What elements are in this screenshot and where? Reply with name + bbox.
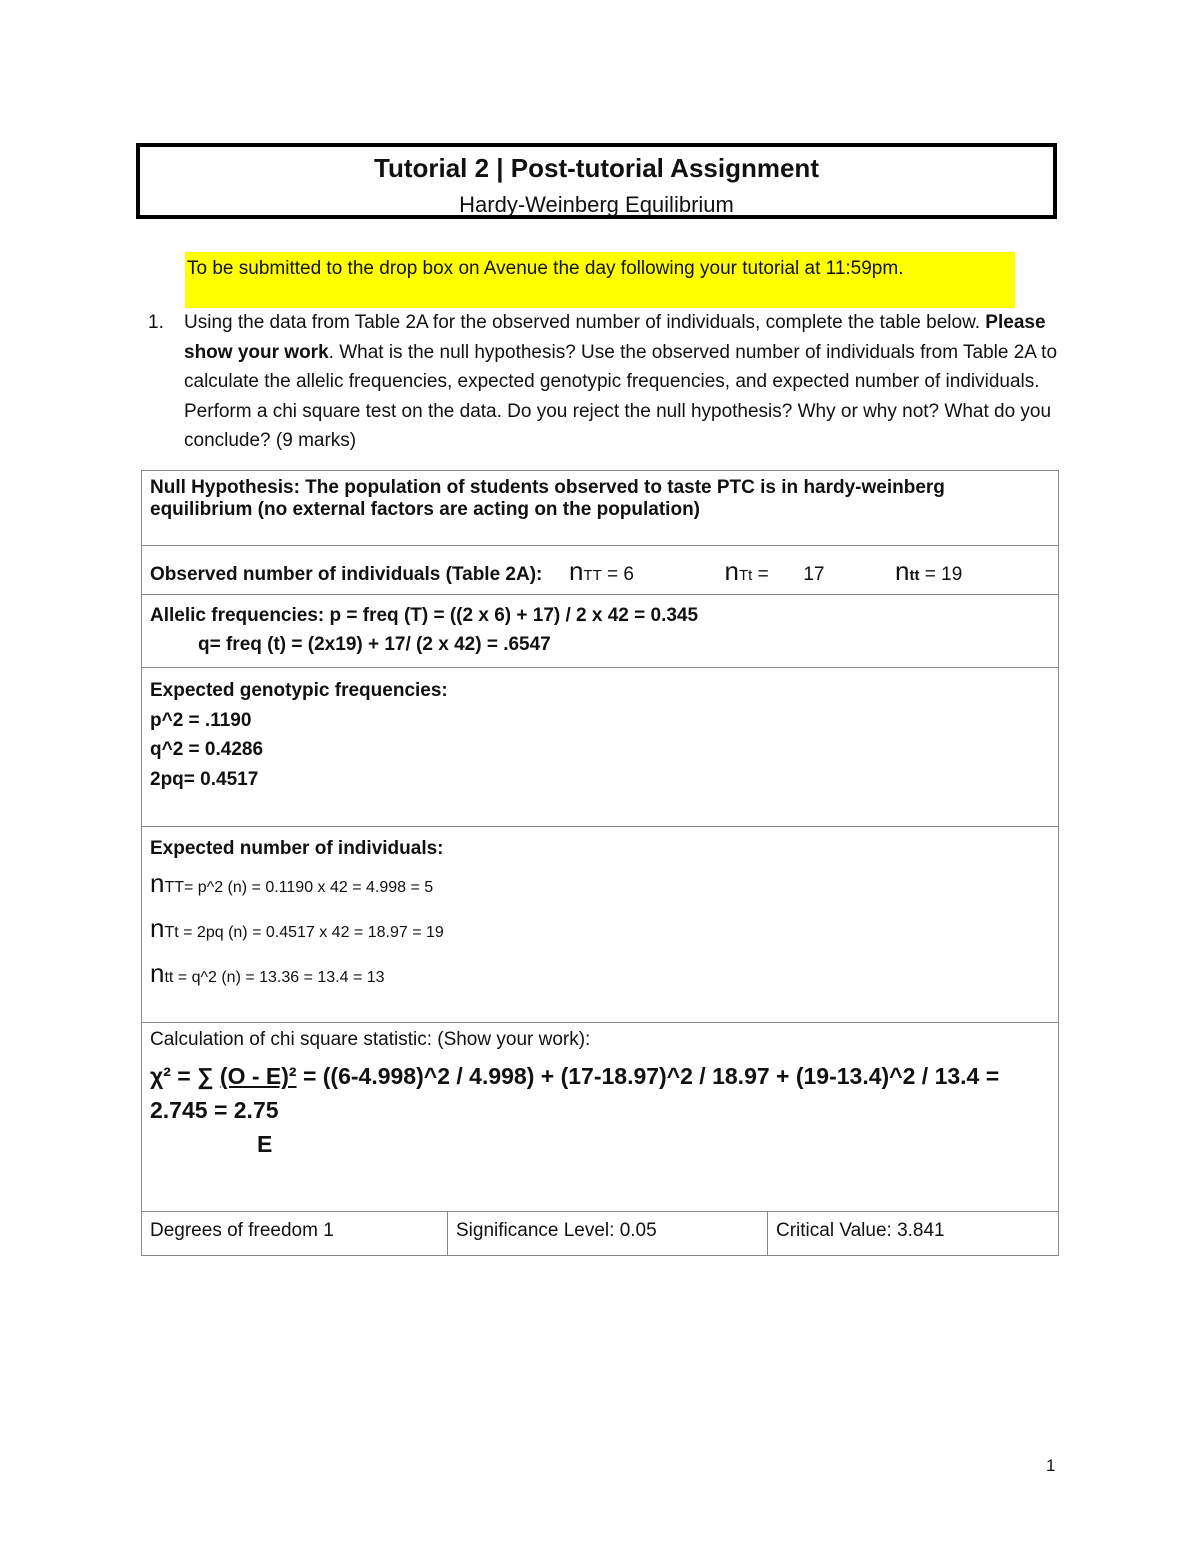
- question-text-b: . What is the null hypothesis? Use the observed number of individuals from Table 2A to calculate the allelic frequencies, expected genotypic frequencies, and expected number of individuals. Perform a chi square test on the data. Do you reject the null hypothesis? Why or why not? What do you conclude? (9 marks): [184, 341, 1058, 451]
- notice-text: To be submitted to the drop box on Avenue the day following your tutorial at 11:59pm.: [187, 258, 904, 279]
- row-genotypic: [142, 668, 1059, 827]
- observed-tt-mixed-eq: =: [757, 564, 769, 585]
- chi-symbol: χ² = ∑: [150, 1063, 214, 1089]
- observed-tt-mixed-sub: Tt: [739, 567, 753, 584]
- chi-square-cell: [142, 1023, 1059, 1212]
- expected-tt-lower: [150, 953, 1050, 998]
- observed-tt-upper-val: = 6: [607, 564, 634, 585]
- n-symbol: n: [724, 556, 740, 586]
- genotypic-cell: [142, 668, 1059, 827]
- allelic-line-1: Allelic frequencies: p = freq (T) = ((2 x 6) + 17) / 2 x 42 = 0.345: [150, 605, 699, 626]
- genotypic-p2: p^2 = .1190: [150, 709, 252, 731]
- row-observed: [142, 546, 1059, 595]
- expected-heading: Expected number of individuals:: [150, 838, 444, 859]
- n-symbol: n: [150, 868, 165, 898]
- n-symbol: n: [895, 556, 910, 586]
- expected-tt-mixed: [150, 908, 1050, 953]
- row-null-hypothesis: [142, 471, 1059, 546]
- observed-tt-lower-val: = 19: [924, 564, 963, 585]
- expected-tt-lower-sub: tt: [164, 969, 174, 986]
- expected-tt-upper: [150, 863, 1050, 908]
- title-box: [136, 143, 1057, 219]
- row-test-parameters: [142, 1212, 1059, 1256]
- n-symbol: n: [568, 556, 584, 586]
- observed-label: Observed number of individuals (Table 2A):: [150, 564, 543, 585]
- row-allelic: [142, 595, 1059, 668]
- allelic-cell: [142, 595, 1059, 668]
- n-symbol: n: [150, 958, 165, 988]
- expected-cell: [142, 827, 1059, 1023]
- chi-equation: [150, 1059, 1050, 1127]
- null-hypothesis-cell: [142, 471, 1059, 546]
- question-text-a: Using the data from Table 2A for the observed number of individuals, complete the table below.: [184, 312, 986, 333]
- significance-level: Significance Level: 0.05: [448, 1212, 768, 1256]
- row-chi-square: [142, 1023, 1059, 1212]
- genotypic-2pq: 2pq= 0.4517: [150, 768, 259, 790]
- observed-cell: [142, 546, 1059, 595]
- expected-tt-upper-sub: TT: [164, 879, 185, 896]
- page-number: 1: [1046, 1456, 1056, 1475]
- question-1: [148, 308, 1058, 456]
- genotypic-heading: Expected genotypic frequencies:: [150, 680, 448, 701]
- observed-tt-upper-sub: TT: [583, 567, 602, 584]
- allelic-line-2: q= freq (t) = (2x19) + 17/ (2 x 42) = .6547: [198, 634, 551, 655]
- critical-value: Critical Value: 3.841: [768, 1212, 1059, 1256]
- expected-tt-lower-calc: = q^2 (n) = 13.36 = 13.4 = 13: [173, 969, 385, 986]
- worksheet-table: [141, 470, 1059, 1256]
- question-text-bold: Please show your work: [184, 312, 1046, 363]
- question-text: [184, 308, 1058, 456]
- row-expected: [142, 827, 1059, 1023]
- n-symbol: n: [150, 913, 165, 943]
- observed-tt-mixed-val: 17: [803, 564, 825, 585]
- expected-tt-upper-calc: = p^2 (n) = 0.1190 x 42 = 4.998 = 5: [184, 879, 434, 896]
- page-subtitle: Hardy-Weinberg Equilibrium: [459, 192, 734, 217]
- degrees-of-freedom: Degrees of freedom 1: [142, 1212, 448, 1256]
- chi-denominator: E: [257, 1131, 273, 1157]
- chi-heading: Calculation of chi square statistic: (Show your work):: [150, 1029, 591, 1050]
- expected-tt-mixed-calc: = 2pq (n) = 0.4517 x 42 = 18.97 = 19: [178, 924, 444, 941]
- genotypic-q2: q^2 = 0.4286: [150, 739, 264, 760]
- chi-formula: = ((6-4.998)^2 / 4.998) + (17-18.97)^2 / 18.97 + (19-13.4)^2 / 13.4 = 2.745 = 2.75: [150, 1063, 1000, 1123]
- page-title: Tutorial 2 | Post-tutorial Assignment: [374, 153, 819, 183]
- chi-numerator: (O - E)²: [219, 1063, 297, 1089]
- expected-tt-mixed-sub: Tt: [164, 924, 179, 941]
- null-hypothesis: Null Hypothesis: The population of students observed to taste PTC is in hardy-weinberg equilibrium (no external factors are acting on the population): [150, 477, 945, 520]
- submission-notice: [185, 252, 1015, 308]
- observed-tt-lower-sub: tt: [909, 567, 920, 584]
- question-number: 1.: [148, 312, 164, 333]
